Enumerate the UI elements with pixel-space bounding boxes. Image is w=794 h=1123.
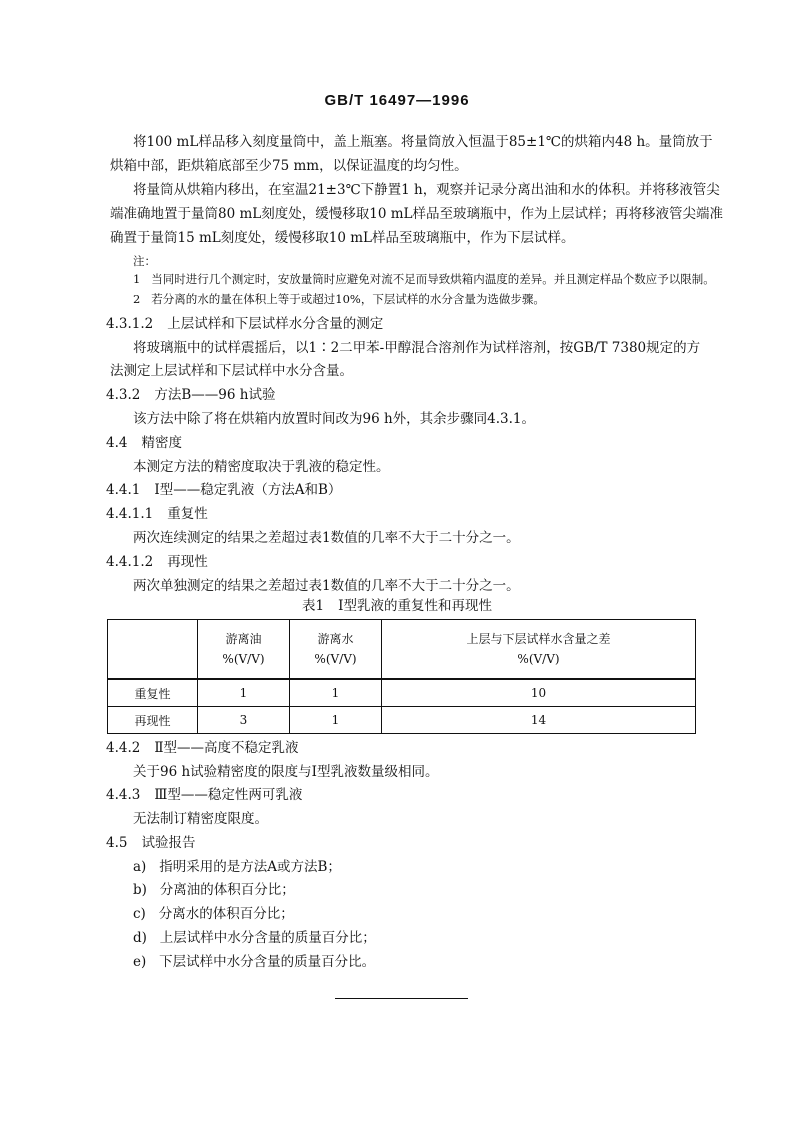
table-cell: 3 [198,707,290,734]
table-cell: 10 [382,679,696,707]
paragraph-line: 端准确地置于量筒80 mL刻度处，缓慢移取10 mL样品至玻璃瓶中，作为上层试样；再将移液管尖端准 [110,206,723,222]
paragraph-line: 将100 mL样品移入刻度量筒中，盖上瓶塞。将量筒放入恒温于85±1℃的烘箱内48 h。量筒放于 [133,134,713,150]
section-number: 4.5 [106,835,128,851]
section-number: 4.4.1.1 [106,506,154,522]
paragraph-line: 法测定上层试样和下层试样中水分含量。 [110,363,353,379]
list-label: c) [133,906,146,922]
table-cell: 1 [198,679,290,707]
header-line: 上层与下层试样水含量之差 [466,632,611,646]
list-item [133,881,295,899]
table-header-cell [290,620,382,680]
end-rule [335,998,468,999]
table-title: Ⅰ型乳液的重复性和再现性 [338,598,492,614]
paragraph-line: 烘箱中部，距烘箱底部至少75 mm，以保证温度的均匀性。 [110,158,468,174]
section-number: 4.4.1.2 [106,554,154,570]
table-cell: 1 [290,707,382,734]
section-title: 精密度 [141,435,182,451]
header-unit: %(V/V) [314,652,357,666]
standard-header: GB/T 16497—1996 [324,92,470,109]
section-title: 重复性 [167,506,208,522]
paragraph-line: 关于96 h试验精密度的限度与Ⅰ型乳液数量级相同。 [133,764,439,780]
paragraph-line: 确置于量筒15 mL刻度处，缓慢移取10 mL样品至玻璃瓶中，作为下层试样。 [110,230,575,246]
list-text: 下层试样中水分含量的质量百分比。 [159,954,376,970]
table-cell: 重复性 [108,679,198,707]
section-number: 4.4 [106,435,128,451]
section-title: 上层试样和下层试样水分含量的测定 [167,316,384,332]
section-heading [106,739,299,757]
section-heading [106,315,383,333]
note-number: 1 [133,272,141,286]
paragraph-line: 本测定方法的精密度取决于乳液的稳定性。 [133,459,390,475]
paragraph-line: 该方法中除了将在烘箱内放置时间改为96 h外，其余步骤同4.3.1。 [133,411,536,427]
section-heading [106,834,195,852]
note-item [133,271,715,287]
paragraph-line: 两次单独测定的结果之差超过表1数值的几率不大于二十分之一。 [133,578,520,594]
list-item [133,905,294,923]
list-label: d) [133,930,147,946]
note-text: 若分离的水的量在体积上等于或超过10%，下层试样的水分含量为选做步骤。 [151,292,545,306]
section-title: 再现性 [167,554,208,570]
list-label: e) [133,954,147,970]
header-unit: %(V/V) [222,652,265,666]
paragraph-line: 两次连续测定的结果之差超过表1数值的几率不大于二十分之一。 [133,530,520,546]
table-cell: 1 [290,679,382,707]
list-label: b) [133,882,147,898]
section-heading [106,481,341,499]
table-cell: 14 [382,707,696,734]
section-title: Ⅰ型——稳定乳液（方法A和B） [154,482,342,498]
list-text: 分离油的体积百分比； [159,882,295,898]
list-text: 分离水的体积百分比； [158,906,294,922]
table-caption [0,594,794,614]
table-header-cell [108,620,198,680]
section-heading [106,786,302,804]
paragraph-line: 将玻璃瓶中的试样震摇后，以1∶2二甲苯-甲醇混合溶剂作为试样溶剂，按GB/T 7380规定的方 [133,340,701,356]
note-text: 当同时进行几个测定时，安放量筒时应避免对流不足而导致烘箱内温度的差异。并且测定样品个数应予以限制。 [151,272,715,286]
table-header-cell [198,620,290,680]
header-line: 游离油 [225,632,262,646]
paragraph-line: 将量筒从烘箱内移出，在室温21±3℃下静置1 h，观察并记录分离出油和水的体积。并将移液管尖 [133,182,720,198]
header-unit: %(V/V) [517,652,560,666]
section-title: Ⅲ型——稳定性两可乳液 [154,787,303,803]
list-label: a) [133,859,147,875]
section-number: 4.4.2 [106,740,141,756]
table-row [108,707,696,734]
section-title: 方法B——96 h试验 [154,387,276,403]
note-item [133,291,545,307]
section-number: 4.4.1 [106,482,141,498]
precision-table [107,619,696,734]
section-title: 试验报告 [141,835,196,851]
header-line: 游离水 [317,632,354,646]
table-cell: 再现性 [108,707,198,734]
section-title: Ⅱ型——高度不稳定乳液 [154,740,299,756]
note-number: 2 [133,292,141,306]
list-item [133,858,341,876]
section-heading [106,386,275,404]
section-heading [106,434,182,452]
table-number: 表1 [302,598,325,614]
table-header-row [108,620,696,680]
table-header-cell [382,620,696,680]
paragraph-line: 无法制订精密度限度。 [133,811,268,827]
list-text: 上层试样中水分含量的质量百分比； [159,930,376,946]
notes-label: 注： [133,254,156,268]
list-item [133,953,375,971]
list-text: 指明采用的是方法A或方法B； [159,859,341,875]
section-heading [106,505,208,523]
section-number: 4.4.3 [106,787,141,803]
section-number: 4.3.1.2 [106,316,154,332]
list-item [133,929,376,947]
section-number: 4.3.2 [106,387,141,403]
table-row [108,679,696,707]
section-heading [106,553,208,571]
